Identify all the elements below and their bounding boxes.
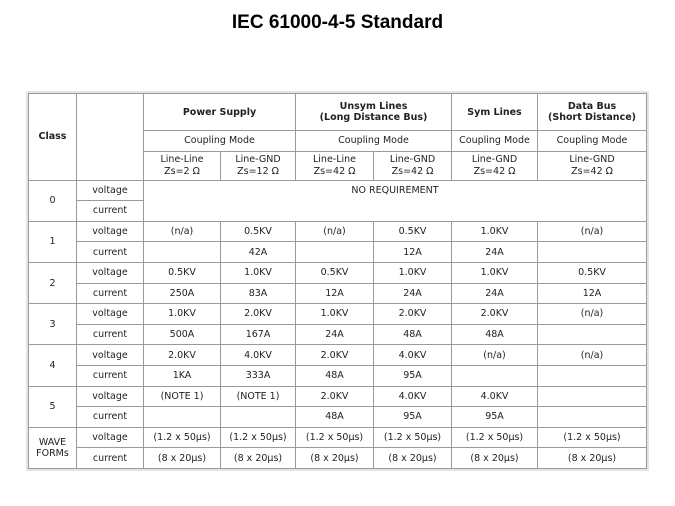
table-cell: (8 x 20µs) <box>452 448 538 469</box>
row-type-label: current <box>77 283 144 304</box>
table-cell: (1.2 x 50µs) <box>144 427 221 448</box>
group-header-sym-lines: Sym Lines <box>452 94 538 131</box>
table-cell: (n/a) <box>538 345 647 366</box>
table-cell: (n/a) <box>538 304 647 325</box>
table-cell: (1.2 x 50µs) <box>296 427 374 448</box>
table-cell: 4.0KV <box>221 345 296 366</box>
table-row <box>29 180 647 201</box>
table-row <box>29 283 647 304</box>
table-cell: (NOTE 1) <box>221 386 296 407</box>
table-row <box>29 386 647 407</box>
table-cell: (n/a) <box>296 221 374 242</box>
table-cell: 48A <box>296 407 374 428</box>
table-cell: 24A <box>452 283 538 304</box>
table-cell: 0.5KV <box>221 221 296 242</box>
row-type-label: voltage <box>77 304 144 325</box>
table-cell: (1.2 x 50µs) <box>221 427 296 448</box>
table-cell: 24A <box>296 324 374 345</box>
table-cell: 2.0KV <box>144 345 221 366</box>
table-cell: 1.0KV <box>374 262 452 283</box>
row-type-label: voltage <box>77 262 144 283</box>
table-cell: 1.0KV <box>221 262 296 283</box>
table-cell: (8 x 20µs) <box>374 448 452 469</box>
table-cell: (1.2 x 50µs) <box>538 427 647 448</box>
table-cell <box>144 407 221 428</box>
table-cell: 12A <box>538 283 647 304</box>
table-cell <box>452 365 538 386</box>
row-type-header <box>77 94 144 181</box>
table-cell: 2.0KV <box>452 304 538 325</box>
class-label-waveforms: WAVE FORMs <box>29 427 77 468</box>
sub-header: Line-Line Zs=42 Ω <box>296 151 374 180</box>
table-cell: 48A <box>296 365 374 386</box>
table-row <box>29 427 647 448</box>
row-type-label: current <box>77 324 144 345</box>
table-cell: 24A <box>452 242 538 263</box>
table-cell: 12A <box>374 242 452 263</box>
table-cell: (1.2 x 50µs) <box>452 427 538 448</box>
table-cell: 1KA <box>144 365 221 386</box>
table-cell: 95A <box>374 365 452 386</box>
class-label: 2 <box>29 262 77 303</box>
table-cell: 0.5KV <box>538 262 647 283</box>
table-cell: 95A <box>374 407 452 428</box>
row-type-label: current <box>77 201 144 222</box>
table-row <box>29 242 647 263</box>
table-row <box>29 407 647 428</box>
table-cell: (n/a) <box>452 345 538 366</box>
table-cell: 2.0KV <box>296 386 374 407</box>
row-type-label: voltage <box>77 427 144 448</box>
table-row <box>29 365 647 386</box>
table-cell: (n/a) <box>538 221 647 242</box>
table-cell <box>538 407 647 428</box>
table-cell: 0.5KV <box>296 262 374 283</box>
sub-header: Line-GND Zs=42 Ω <box>538 151 647 180</box>
group-header-power-supply: Power Supply <box>144 94 296 131</box>
coupling-mode-data-bus: Coupling Mode <box>538 131 647 152</box>
no-requirement-cell: NO REQUIREMENT <box>144 180 647 221</box>
table-cell: 42A <box>221 242 296 263</box>
table-row <box>29 345 647 366</box>
table-cell <box>296 242 374 263</box>
group-header-unsym-lines: Unsym Lines (Long Distance Bus) <box>296 94 452 131</box>
table-cell: 1.0KV <box>144 304 221 325</box>
coupling-mode-sym-lines: Coupling Mode <box>452 131 538 152</box>
table-cell: (8 x 20µs) <box>538 448 647 469</box>
table-cell: 4.0KV <box>452 386 538 407</box>
table-cell: 1.0KV <box>452 221 538 242</box>
row-type-label: voltage <box>77 386 144 407</box>
row-type-label: current <box>77 448 144 469</box>
row-type-label: current <box>77 365 144 386</box>
table-row <box>29 324 647 345</box>
table-cell: 0.5KV <box>374 221 452 242</box>
table-cell: 1.0KV <box>452 262 538 283</box>
table-cell <box>538 324 647 345</box>
table-cell: 95A <box>452 407 538 428</box>
table-cell: 1.0KV <box>296 304 374 325</box>
class-label: 4 <box>29 345 77 386</box>
table-cell <box>144 242 221 263</box>
row-type-label: current <box>77 407 144 428</box>
table-cell: 48A <box>374 324 452 345</box>
table-cell: 12A <box>296 283 374 304</box>
table-cell: 4.0KV <box>374 386 452 407</box>
group-header-data-bus: Data Bus (Short Distance) <box>538 94 647 131</box>
class-header: Class <box>29 94 77 181</box>
coupling-mode-power-supply: Coupling Mode <box>144 131 296 152</box>
table-cell <box>538 365 647 386</box>
class-label: 3 <box>29 304 77 345</box>
coupling-mode-unsym-lines: Coupling Mode <box>296 131 452 152</box>
class-label: 1 <box>29 221 77 262</box>
sub-header: Line-GND Zs=42 Ω <box>452 151 538 180</box>
table-cell: (8 x 20µs) <box>144 448 221 469</box>
table-row <box>29 304 647 325</box>
row-type-label: voltage <box>77 180 144 201</box>
table-cell: 2.0KV <box>374 304 452 325</box>
table-cell: 500A <box>144 324 221 345</box>
sub-header: Line-Line Zs=2 Ω <box>144 151 221 180</box>
table-cell: (n/a) <box>144 221 221 242</box>
table-cell: 48A <box>452 324 538 345</box>
table-cell: 0.5KV <box>144 262 221 283</box>
table-cell <box>538 386 647 407</box>
table-cell: (NOTE 1) <box>144 386 221 407</box>
table-row <box>29 221 647 242</box>
row-type-label: voltage <box>77 221 144 242</box>
table-cell: 2.0KV <box>296 345 374 366</box>
table-cell: 333A <box>221 365 296 386</box>
class-label: 0 <box>29 180 77 221</box>
table-cell: 83A <box>221 283 296 304</box>
table-cell: (8 x 20µs) <box>296 448 374 469</box>
table-cell: 250A <box>144 283 221 304</box>
sub-header: Line-GND Zs=12 Ω <box>221 151 296 180</box>
sub-header: Line-GND Zs=42 Ω <box>374 151 452 180</box>
standard-table <box>28 93 647 469</box>
page-title: IEC 61000-4-5 Standard <box>231 12 444 33</box>
table-cell: 24A <box>374 283 452 304</box>
table-cell: 167A <box>221 324 296 345</box>
table-cell <box>221 407 296 428</box>
row-type-label: voltage <box>77 345 144 366</box>
table-cell <box>538 242 647 263</box>
row-type-label: current <box>77 242 144 263</box>
table-cell: (8 x 20µs) <box>221 448 296 469</box>
class-label: 5 <box>29 386 77 427</box>
table-cell: (1.2 x 50µs) <box>374 427 452 448</box>
table-row <box>29 262 647 283</box>
table-row <box>29 448 647 469</box>
table-cell: 4.0KV <box>374 345 452 366</box>
table-cell: 2.0KV <box>221 304 296 325</box>
